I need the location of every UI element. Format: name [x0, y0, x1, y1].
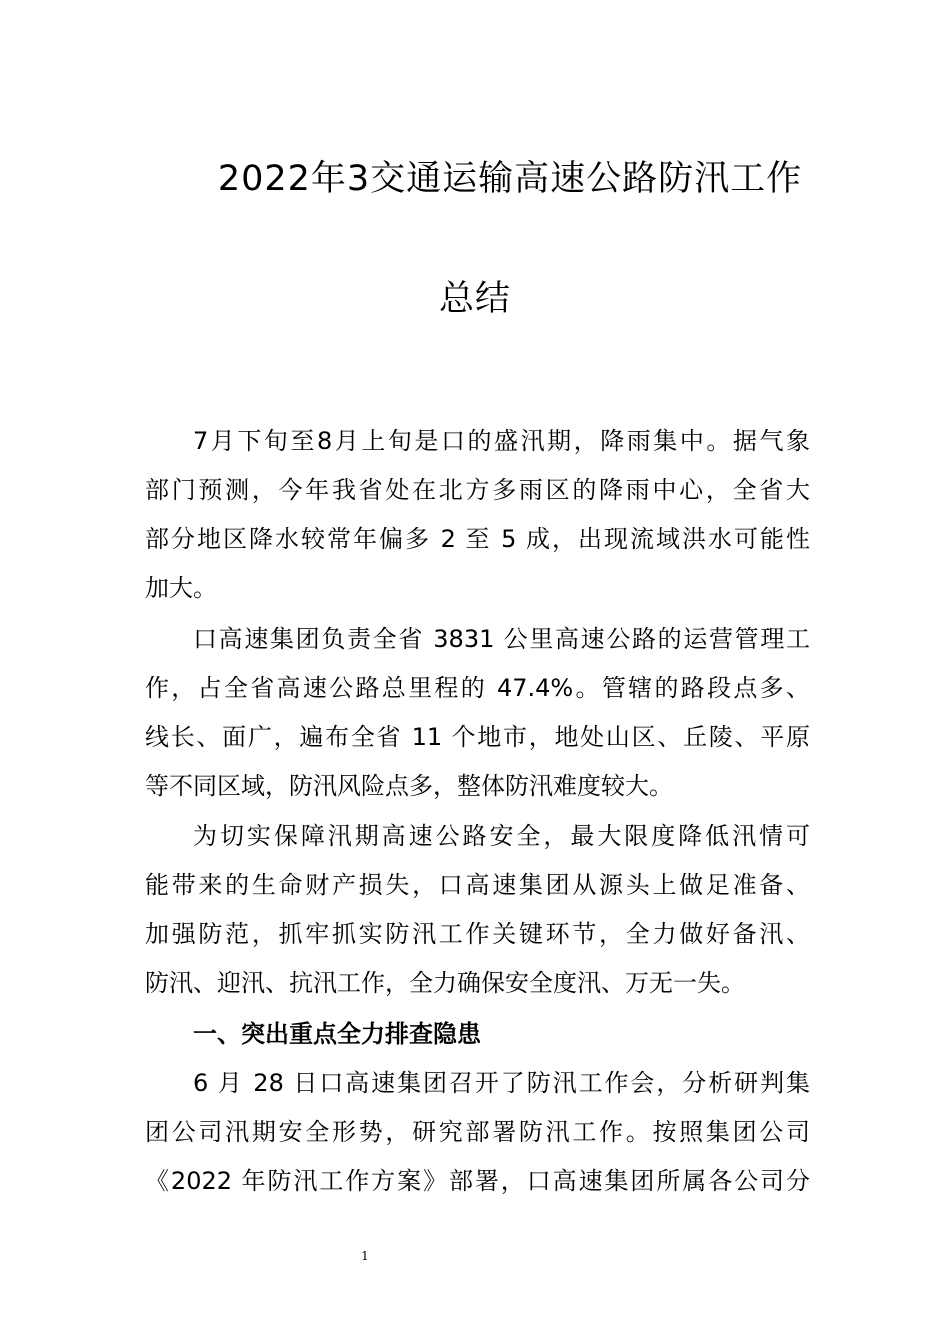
paragraph-1-line-2: 部门预测，今年我省处在北方多雨区的降雨中心，全省大 — [145, 476, 810, 504]
paragraph-2-line-2: 作，占全省高速公路总里程的 47.4%。管辖的路段点多、 — [145, 674, 810, 702]
paragraph-3-line-3: 加强防范，抓牢抓实防汛工作关键环节，全力做好备汛、 — [145, 920, 810, 948]
paragraph-3-line-4: 防汛、迎汛、抗汛工作，全力确保安全度汛、万无一失。 — [145, 969, 745, 997]
document-title-line-2: 总结 — [438, 279, 511, 319]
document-title-line-1: 2022年3交通运输高速公路防汛工作 — [217, 159, 803, 199]
paragraph-1-line-1: 7月下旬至8月上旬是口的盛汛期，降雨集中。据气象 — [193, 427, 810, 455]
section-paragraph-line-1: 6 月 28 日口高速集团召开了防汛工作会，分析研判集 — [193, 1069, 810, 1097]
paragraph-2-line-4: 等不同区域，防汛风险点多，整体防汛难度较大。 — [145, 772, 673, 800]
page-number: 1 — [361, 1249, 369, 1263]
section-paragraph-line-3: 《2022 年防汛工作方案》部署，口高速集团所属各公司分 — [145, 1167, 810, 1195]
section-paragraph-line-2: 团公司汛期安全形势，研究部署防汛工作。按照集团公司 — [145, 1118, 810, 1146]
paragraph-2-line-3: 线长、面广，遍布全省 11 个地市，地处山区、丘陵、平原 — [145, 723, 810, 751]
section-heading: 一、突出重点全力排查隐患 — [193, 1020, 481, 1048]
paragraph-3-line-1: 为切实保障汛期高速公路安全，最大限度降低汛情可 — [193, 822, 810, 850]
paragraph-1-line-3: 部分地区降水较常年偏多 2 至 5 成，出现流域洪水可能性 — [145, 525, 810, 553]
paragraph-1-line-4: 加大。 — [145, 574, 217, 602]
paragraph-2-line-1: 口高速集团负责全省 3831 公里高速公路的运营管理工 — [193, 625, 810, 653]
paragraph-3-line-2: 能带来的生命财产损失，口高速集团从源头上做足准备、 — [145, 871, 810, 899]
